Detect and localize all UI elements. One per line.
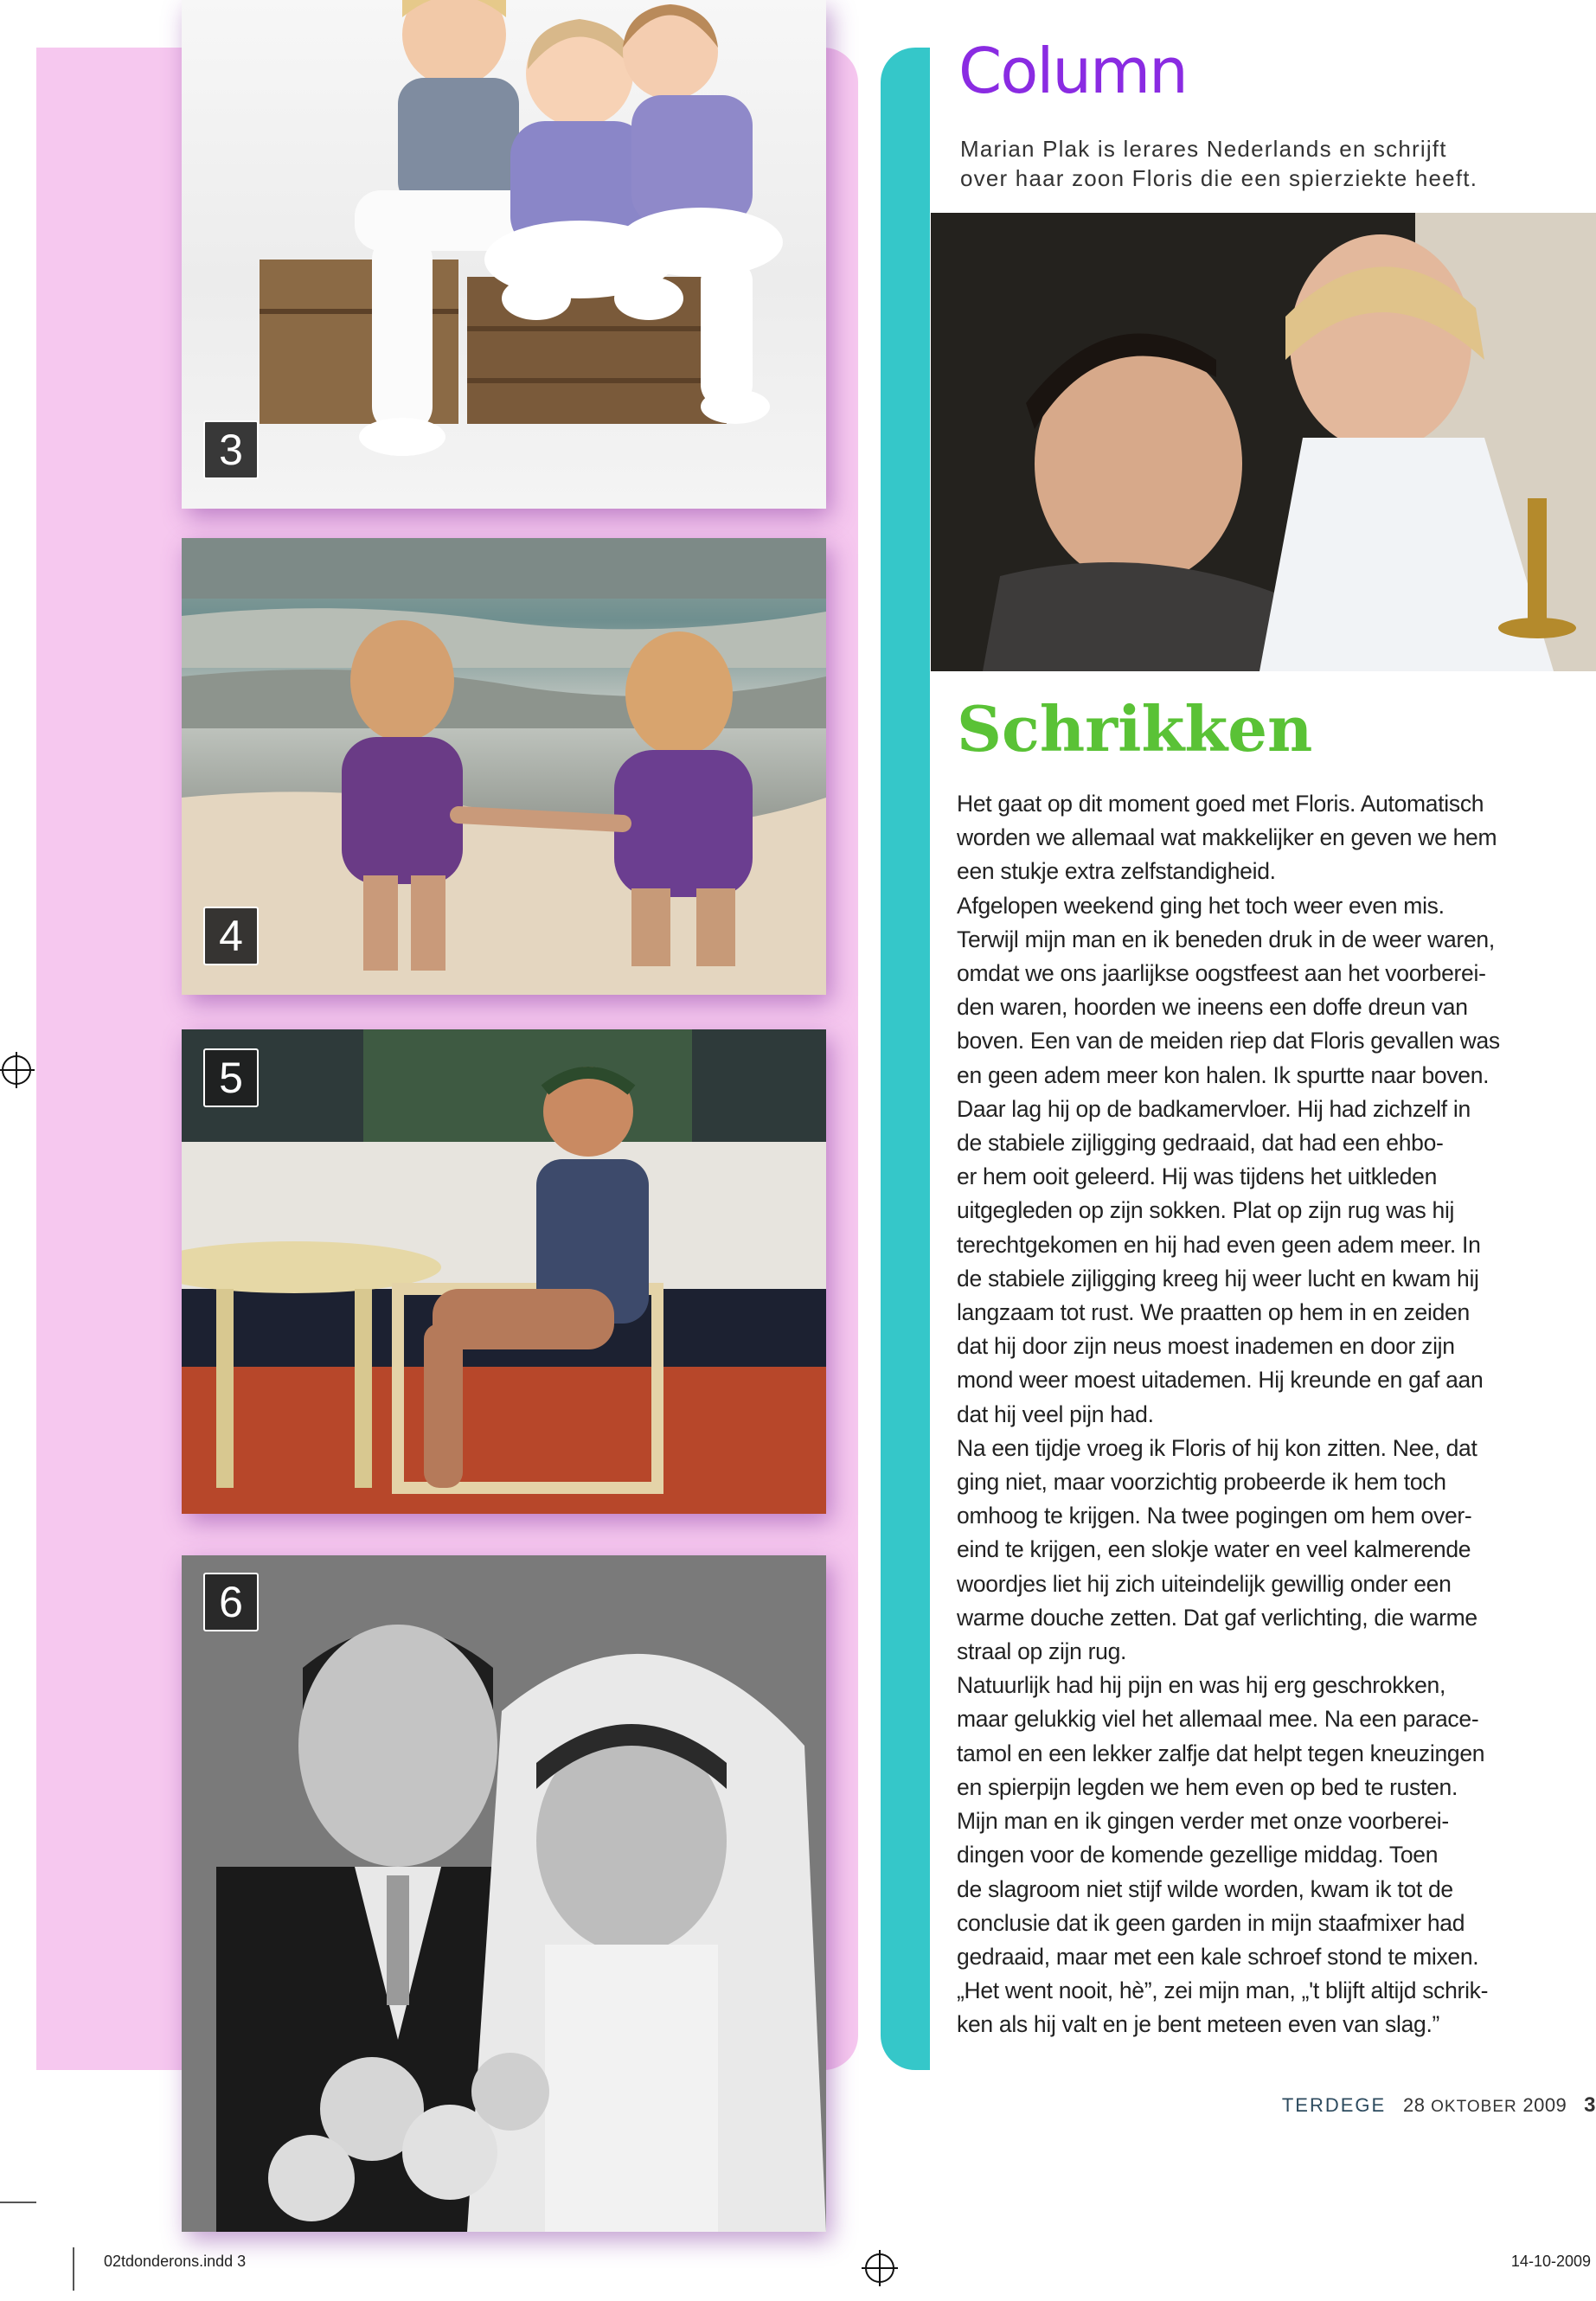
article-line: langzaam tot rust. We praatten op hem in en zeiden (957, 1299, 1470, 1326)
article-line: woordjes liet hij zich uiteindelijk gewillig onder een (957, 1570, 1452, 1597)
photo-children-on-crates (182, 0, 826, 509)
article-line: mond weer moest uitademen. Hij kreunde en gaf aan (957, 1367, 1484, 1394)
article-title: Schrikken (957, 692, 1313, 766)
slug-filename: 02tdonderons.indd 3 (104, 2253, 247, 2270)
article-line: dat hij door zijn neus moest inademen en door zijn (957, 1333, 1455, 1360)
footer-month: OKTOBER (1431, 2098, 1517, 2116)
photo-mother-and-son (931, 213, 1596, 671)
article-line: warme douche zetten. Dat gaf verlichting, die warme (957, 1604, 1477, 1631)
article-line: Daar lag hij op de badkamervloer. Hij had zichzelf in (957, 1095, 1471, 1122)
mother-son-illustration (931, 213, 1596, 671)
article-line: de stabiele zijligging gedraaid, dat had een ehbo- (957, 1130, 1444, 1157)
article-line: tamol en een lekker zalfje dat helpt tegen kneuzingen (957, 1740, 1485, 1766)
article-line: eind te krijgen, een slokje water en veel kalmerende (957, 1536, 1471, 1563)
children-illustration (182, 0, 826, 509)
magazine-name: TERDEGE (1281, 2094, 1387, 2116)
article-line: en geen adem meer kon halen. Ik spurtte naar boven. (957, 1061, 1490, 1088)
article-line: conclusie dat ik geen garden in mijn staafmixer had (957, 1909, 1465, 1936)
article-line: gedraaid, maar met een kale schroef stond te mixen. (957, 1943, 1479, 1970)
footer-day: 28 (1403, 2094, 1426, 2116)
article-line: maar gelukkig viel het allemaal mee. Na een parace- (957, 1706, 1479, 1733)
author-intro-line: Marian Plak is lerares Nederlands en schrijft (960, 136, 1447, 162)
photo-number-6: 6 (203, 1573, 259, 1631)
page-number: 3 (1584, 2093, 1596, 2117)
beach-illustration (182, 538, 826, 995)
photo-girls-at-beach (182, 538, 826, 995)
article-line: Natuurlijk had hij pijn en was hij erg geschrokken, (957, 1672, 1446, 1699)
article-line: dingen voor de komende gezellige middag. Toen (957, 1842, 1439, 1868)
registration-mark-icon (865, 2253, 894, 2283)
article-line: uitgegleden op zijn sokken. Plat op zijn rug was hij (957, 1197, 1455, 1224)
photo-wedding-portrait (182, 1555, 826, 2232)
article-body (957, 787, 1536, 2042)
article-line: een stukje extra zelfstandigheid. (957, 858, 1276, 885)
article-line: omhoog te krijgen. Na twee pogingen om hem over- (957, 1503, 1472, 1529)
article-line: de slagroom niet stijf wilde worden, kwam ik tot de (957, 1875, 1453, 1902)
photo-number-3: 3 (203, 420, 259, 479)
teal-accent-bar (881, 48, 931, 2070)
slug-date: 14-10-2009 (1510, 2253, 1591, 2270)
crop-mark (73, 2247, 74, 2291)
footer-year: 2009 (1522, 2094, 1567, 2116)
registration-mark-icon (2, 1055, 31, 1085)
article-line: Het gaat op dit moment goed met Floris. Automatisch (957, 791, 1484, 817)
article-line: en spierpijn legden we hem even op bed te rusten. (957, 1773, 1458, 1800)
article-line: Mijn man en ik gingen verder met onze voorberei- (957, 1808, 1449, 1835)
article-line: straal op zijn rug. (957, 1638, 1127, 1665)
article-line: Terwijl mijn man en ik beneden druk in de weer waren, (957, 926, 1495, 952)
column-label: Column (958, 35, 1187, 107)
article-line: dat hij veel pijn had. (957, 1400, 1154, 1427)
crop-mark (0, 2202, 36, 2203)
article-line: boven. Een van de meiden riep dat Floris gevallen was (957, 1028, 1500, 1054)
article-line: er hem ooit geleerd. Hij was tijdens het uitkleden (957, 1163, 1438, 1190)
article-line: terechtgekomen en hij had even geen adem meer. In (957, 1231, 1481, 1258)
author-intro (960, 134, 1583, 193)
photo-woman-in-garden-chair (182, 1029, 826, 1514)
photo-number-4: 4 (203, 907, 259, 965)
photo-number-5: 5 (203, 1048, 259, 1107)
article-line: worden we allemaal wat makkelijker en geven we hem (957, 824, 1497, 851)
article-line: omdat we ons jaarlijkse oogstfeest aan het voorberei- (957, 960, 1486, 987)
article-line: Afgelopen weekend ging het toch weer even mis. (957, 892, 1445, 919)
article-line: ging niet, maar voorzichtig probeerde ik hem toch (957, 1469, 1446, 1496)
article-line: ken als hij valt en je bent meteen even van slag.” (957, 2011, 1440, 2038)
wedding-illustration (182, 1555, 826, 2232)
article-line: den waren, hoorden we ineens een doffe dreun van (957, 994, 1468, 1021)
article-line: „Het went nooit, hè”, zei mijn man, „'t blijft altijd schrik- (957, 1977, 1489, 2004)
article-line: de stabiele zijligging kreeg hij weer lucht en kwam hij (957, 1265, 1479, 1292)
garden-illustration (182, 1029, 826, 1514)
author-intro-line: over haar zoon Floris die een spierziekte heeft. (960, 165, 1478, 191)
page-footer (1282, 2093, 1596, 2118)
article-line: Na een tijdje vroeg ik Floris of hij kon zitten. Nee, dat (957, 1434, 1477, 1461)
